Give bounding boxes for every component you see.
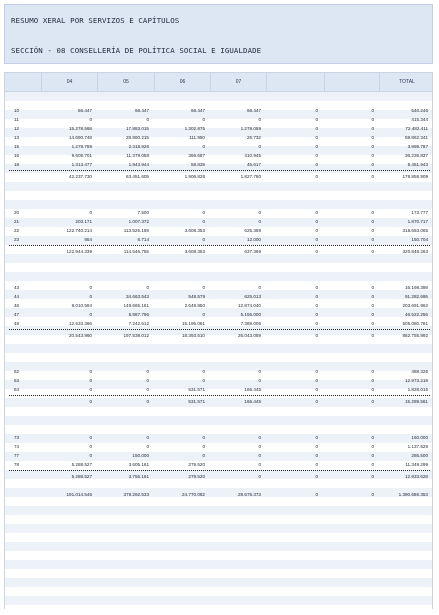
- value-cell: 366.687: [188, 153, 205, 158]
- value-cell: 5.155.000: [240, 312, 261, 317]
- total-cell: 150.704: [411, 237, 428, 242]
- value-cell: 7.389.006: [240, 321, 261, 326]
- column-header: [5, 73, 42, 91]
- value-cell: 548.579: [188, 294, 205, 299]
- value-cell: 531.571: [188, 399, 205, 404]
- value-cell: 26.732: [246, 135, 261, 140]
- value-cell: 0: [315, 249, 318, 254]
- value-cell: 0: [371, 387, 374, 392]
- value-cell: 0: [258, 474, 261, 479]
- value-cell: 0: [315, 333, 318, 338]
- value-cell: 1.827.780: [240, 174, 261, 179]
- value-cell: 0: [371, 378, 374, 383]
- value-cell: 0: [315, 474, 318, 479]
- subtotal-separator: [9, 395, 430, 396]
- total-cell: 1.390.686.353: [398, 492, 428, 497]
- value-cell: 0: [371, 285, 374, 290]
- value-cell: 0: [315, 462, 318, 467]
- row-stripe: [5, 533, 432, 542]
- value-cell: 0: [146, 117, 149, 122]
- value-cell: 0: [371, 333, 374, 338]
- value-cell: 0: [315, 174, 318, 179]
- value-cell: 0: [202, 453, 205, 458]
- value-cell: 0: [371, 210, 374, 215]
- value-cell: 1.279.789: [71, 144, 92, 149]
- value-cell: 0: [315, 453, 318, 458]
- value-cell: 9.608.701: [71, 153, 92, 158]
- value-cell: 15.278.568: [69, 126, 92, 131]
- value-cell: 0: [202, 117, 205, 122]
- chapter-code: 47: [14, 312, 20, 317]
- value-cell: 0: [371, 369, 374, 374]
- chapter-code: 77: [14, 453, 20, 458]
- chapter-code: 11: [14, 117, 19, 122]
- chapter-code: 10: [14, 108, 20, 113]
- report-title: RESUMO XERAL POR SERVIZOS E CAPÍTULOS: [11, 16, 180, 25]
- column-header: 06: [155, 73, 211, 91]
- total-cell: 12.973.219: [405, 378, 428, 383]
- value-cell: 5.288.527: [71, 462, 92, 467]
- value-cell: 8.010.594: [71, 303, 92, 308]
- value-cell: 0: [202, 210, 205, 215]
- value-cell: 7.242.512: [128, 321, 149, 326]
- chapter-code: 21: [14, 219, 20, 224]
- row-stripe: [5, 596, 432, 605]
- chapter-code: 13: [14, 135, 20, 140]
- row-stripe: [5, 272, 432, 281]
- value-cell: 625.369: [244, 228, 261, 233]
- chapter-code: 73: [14, 435, 20, 440]
- value-cell: 0: [89, 399, 92, 404]
- table-row: [5, 160, 432, 169]
- value-cell: 18.393.510: [182, 333, 205, 338]
- value-cell: 3.608.353: [184, 228, 205, 233]
- value-cell: 0: [371, 312, 374, 317]
- subtotal-separator: [9, 245, 430, 246]
- subtotal-row: [5, 490, 432, 499]
- total-cell: 178.858.909: [402, 174, 428, 179]
- value-cell: 0: [371, 435, 374, 440]
- value-cell: 150.000: [132, 453, 149, 458]
- column-header: 07: [211, 73, 267, 91]
- section-title: SECCIÓN - 08 CONSELLERÍA DE POLÍTICA SOCIAL E IGUALDADE: [11, 46, 262, 55]
- value-cell: 0: [202, 369, 205, 374]
- row-stripe: [5, 263, 432, 272]
- row-stripe: [5, 407, 432, 416]
- value-cell: 166.445: [244, 387, 261, 392]
- value-cell: 0: [202, 285, 205, 290]
- table-row: [5, 451, 432, 460]
- value-cell: 0: [146, 435, 149, 440]
- value-cell: 0: [371, 162, 374, 167]
- value-cell: 0: [89, 369, 92, 374]
- value-cell: 0: [315, 435, 318, 440]
- value-cell: 203.171: [75, 219, 92, 224]
- value-cell: 410.945: [244, 153, 261, 158]
- value-cell: 34.663.543: [126, 294, 149, 299]
- value-cell: 0: [371, 135, 374, 140]
- table-row: [5, 283, 432, 292]
- value-cell: 0: [146, 378, 149, 383]
- value-cell: 0: [315, 312, 318, 317]
- column-header: 04: [42, 73, 98, 91]
- value-cell: 0: [146, 444, 149, 449]
- subtotal-separator: [9, 329, 430, 330]
- value-cell: 0: [89, 435, 92, 440]
- value-cell: 1.278.059: [240, 126, 261, 131]
- total-cell: 505.080.781: [402, 321, 428, 326]
- value-cell: 0: [202, 237, 205, 242]
- total-cell: 862.755.992: [402, 333, 428, 338]
- value-cell: 0: [258, 285, 261, 290]
- total-cell: 286.500: [411, 453, 428, 458]
- value-cell: 0: [315, 108, 318, 113]
- value-cell: 0: [371, 219, 374, 224]
- table-row: [5, 208, 432, 217]
- chapter-code: 63: [14, 378, 20, 383]
- value-cell: 166.445: [244, 399, 261, 404]
- value-cell: 6.714: [137, 237, 149, 242]
- value-cell: 0: [258, 117, 261, 122]
- subtotal-row: [5, 247, 432, 256]
- value-cell: 0: [371, 117, 374, 122]
- value-cell: 148.665.161: [123, 303, 149, 308]
- value-cell: 1.906.828: [184, 174, 205, 179]
- value-cell: 0: [371, 462, 374, 467]
- value-cell: 66.447: [134, 108, 149, 113]
- subtotal-row: [5, 172, 432, 181]
- chapter-code: 78: [14, 462, 20, 467]
- value-cell: 14.690.748: [69, 135, 92, 140]
- chapter-code: 18: [14, 162, 20, 167]
- value-cell: 0: [89, 285, 92, 290]
- row-stripe: [5, 182, 432, 191]
- value-cell: 0: [315, 387, 318, 392]
- value-cell: 0: [89, 444, 92, 449]
- value-cell: 17.883.015: [126, 126, 149, 131]
- total-cell: 3.999.787: [407, 144, 428, 149]
- total-cell: 415.344: [411, 117, 428, 122]
- row-stripe: [5, 92, 432, 101]
- value-cell: 122.740.214: [66, 228, 92, 233]
- value-cell: 0: [315, 444, 318, 449]
- value-cell: 0: [371, 228, 374, 233]
- row-stripe: [5, 569, 432, 578]
- value-cell: 66.447: [190, 108, 205, 113]
- chapter-code: 22: [14, 228, 20, 233]
- value-cell: 0: [146, 399, 149, 404]
- value-cell: 66.447: [246, 108, 261, 113]
- total-cell: 72.482.411: [405, 126, 428, 131]
- value-cell: 1.943.944: [128, 162, 149, 167]
- total-cell: 59.862.341: [405, 135, 428, 140]
- chapter-code: 16: [14, 153, 20, 158]
- value-cell: 0: [315, 378, 318, 383]
- value-cell: 0: [258, 453, 261, 458]
- value-cell: 5.288.527: [71, 474, 92, 479]
- table-row: [5, 235, 432, 244]
- value-cell: 0: [89, 378, 92, 383]
- total-cell: 203.691.962: [402, 303, 428, 308]
- total-cell: 160.000: [411, 435, 428, 440]
- value-cell: 379.292.533: [123, 492, 149, 497]
- total-cell: 5.451.943: [407, 162, 428, 167]
- value-cell: 12.874.040: [238, 303, 261, 308]
- value-cell: 0: [315, 144, 318, 149]
- value-cell: 625.013: [244, 294, 261, 299]
- value-cell: 0: [146, 387, 149, 392]
- value-cell: 0: [202, 312, 205, 317]
- value-cell: 28.860.215: [126, 135, 149, 140]
- table-row: [5, 133, 432, 142]
- value-cell: 2.649.850: [184, 303, 205, 308]
- chapter-code: 15: [14, 144, 20, 149]
- subtotal-row: [5, 397, 432, 406]
- value-cell: 0: [202, 435, 205, 440]
- value-cell: 11.379.058: [126, 153, 149, 158]
- value-cell: 0: [89, 294, 92, 299]
- value-cell: 3.755.161: [128, 474, 149, 479]
- value-cell: 15.195.081: [182, 321, 205, 326]
- value-cell: 0: [315, 294, 318, 299]
- value-cell: 0: [146, 285, 149, 290]
- table-row: [5, 292, 432, 301]
- value-cell: 24.770.082: [182, 492, 205, 497]
- value-cell: 0: [258, 369, 261, 374]
- value-cell: 111.950: [189, 135, 205, 140]
- value-cell: 20.543.960: [69, 333, 92, 338]
- chapter-code: 64: [14, 387, 20, 392]
- row-stripe: [5, 578, 432, 587]
- value-cell: 0: [258, 219, 261, 224]
- value-cell: 1.313.477: [71, 162, 92, 167]
- value-cell: 58.839: [190, 162, 205, 167]
- chapter-code: 12: [14, 126, 20, 131]
- total-cell: 36.236.837: [405, 153, 428, 158]
- value-cell: 0: [371, 474, 374, 479]
- value-cell: 5.967.796: [128, 312, 149, 317]
- value-cell: 42.237.730: [69, 174, 92, 179]
- total-cell: 15.289.561: [405, 399, 428, 404]
- row-stripe: [5, 605, 432, 614]
- value-cell: 114.546.755: [123, 249, 149, 254]
- row-stripe: [5, 542, 432, 551]
- table-header: [5, 73, 432, 92]
- value-cell: 1.302.875: [184, 126, 205, 131]
- value-cell: 0: [258, 462, 261, 467]
- table-row: [5, 151, 432, 160]
- value-cell: 0: [315, 321, 318, 326]
- value-cell: 0: [371, 453, 374, 458]
- total-cell: 540.246: [411, 108, 428, 113]
- value-cell: 954: [84, 237, 92, 242]
- value-cell: 0: [258, 444, 261, 449]
- value-cell: 26.043.059: [238, 333, 261, 338]
- value-cell: 1.007.372: [128, 219, 149, 224]
- value-cell: 0: [315, 369, 318, 374]
- value-cell: 0: [371, 153, 374, 158]
- value-cell: 0: [315, 399, 318, 404]
- value-cell: 0: [146, 369, 149, 374]
- total-cell: 16.198.398: [405, 285, 428, 290]
- row-stripe: [5, 344, 432, 353]
- value-cell: 0: [315, 162, 318, 167]
- value-cell: 279.520: [188, 474, 205, 479]
- value-cell: 0: [371, 399, 374, 404]
- value-cell: 3.605.161: [128, 462, 149, 467]
- value-cell: 0: [371, 237, 374, 242]
- total-cell: 320.848.263: [402, 249, 428, 254]
- value-cell: 0: [371, 174, 374, 179]
- value-cell: 0: [371, 249, 374, 254]
- value-cell: 531.571: [188, 387, 205, 392]
- value-cell: 28.675.373: [238, 492, 261, 497]
- value-cell: 0: [315, 285, 318, 290]
- value-cell: 0: [258, 378, 261, 383]
- value-cell: 0: [371, 303, 374, 308]
- chapter-code: 43: [14, 285, 20, 290]
- subtotal-row: [5, 331, 432, 340]
- value-cell: 45.617: [246, 162, 261, 167]
- value-cell: 0: [258, 144, 261, 149]
- value-cell: 113.525.169: [123, 228, 149, 233]
- table-row: [5, 301, 432, 310]
- row-stripe: [5, 191, 432, 200]
- value-cell: 0: [371, 294, 374, 299]
- table-row: [5, 124, 432, 133]
- table-row: [5, 433, 432, 442]
- row-stripe: [5, 560, 432, 569]
- table-row: [5, 367, 432, 376]
- value-cell: 0: [315, 303, 318, 308]
- value-cell: 0: [315, 117, 318, 122]
- value-cell: 0: [315, 210, 318, 215]
- total-cell: 12.933.628: [405, 474, 428, 479]
- total-cell: 91.282.695: [405, 294, 428, 299]
- chapter-code: 46: [14, 303, 20, 308]
- chapter-code: 74: [14, 444, 20, 449]
- value-cell: 0: [371, 321, 374, 326]
- value-cell: 0: [315, 492, 318, 497]
- row-stripe: [5, 587, 432, 596]
- chapter-code: 62: [14, 369, 20, 374]
- value-cell: 0: [371, 108, 374, 113]
- value-cell: 7.500: [137, 210, 149, 215]
- value-cell: 0: [371, 492, 374, 497]
- column-header: [325, 73, 380, 91]
- value-cell: 0: [315, 126, 318, 131]
- report-header: [4, 4, 433, 64]
- row-stripe: [5, 506, 432, 515]
- row-stripe: [5, 551, 432, 560]
- value-cell: 197.539.012: [123, 333, 149, 338]
- column-header: [267, 73, 325, 91]
- total-cell: 318.653.065: [402, 228, 428, 233]
- value-cell: 122.944.339: [66, 249, 92, 254]
- row-stripe: [5, 524, 432, 533]
- value-cell: 12.000: [246, 237, 261, 242]
- value-cell: 0: [371, 144, 374, 149]
- total-cell: 1.828.016: [407, 387, 428, 392]
- table-row: [5, 310, 432, 319]
- value-cell: 0: [315, 135, 318, 140]
- column-header: TOTAL: [399, 79, 415, 85]
- value-cell: 12.533.366: [69, 321, 92, 326]
- value-cell: 0: [202, 378, 205, 383]
- value-cell: 0: [371, 444, 374, 449]
- value-cell: 2.318.926: [128, 144, 149, 149]
- value-cell: 0: [89, 453, 92, 458]
- value-cell: 0: [371, 126, 374, 131]
- value-cell: 0: [89, 210, 92, 215]
- value-cell: 63.451.605: [126, 174, 149, 179]
- value-cell: 0: [315, 219, 318, 224]
- column-header: 05: [98, 73, 155, 91]
- value-cell: 0: [89, 312, 92, 317]
- value-cell: 0: [315, 153, 318, 158]
- total-cell: 173.777: [411, 210, 428, 215]
- chapter-code: 23: [14, 237, 20, 242]
- value-cell: 0: [202, 444, 205, 449]
- subtotal-separator: [9, 170, 430, 171]
- value-cell: 279.520: [188, 462, 205, 467]
- row-stripe: [5, 515, 432, 524]
- total-cell: 1.137.529: [407, 444, 428, 449]
- total-cell: 46.522.256: [405, 312, 428, 317]
- value-cell: 0: [202, 219, 205, 224]
- value-cell: 0: [202, 144, 205, 149]
- subtotal-separator: [9, 470, 430, 471]
- table-row: [5, 142, 432, 151]
- value-cell: 191.014.546: [66, 492, 92, 497]
- table-row: [5, 442, 432, 451]
- table-row: [5, 106, 432, 115]
- row-stripe: [5, 353, 432, 362]
- value-cell: 637.369: [244, 249, 261, 254]
- value-cell: 0: [89, 117, 92, 122]
- value-cell: 0: [258, 435, 261, 440]
- value-cell: 66.447: [77, 108, 92, 113]
- table-row: [5, 319, 432, 328]
- table-row: [5, 217, 432, 226]
- value-cell: 0: [315, 237, 318, 242]
- subtotal-row: [5, 472, 432, 481]
- summary-table: [4, 72, 433, 609]
- value-cell: 3.608.353: [184, 249, 205, 254]
- chapter-code: 44: [14, 294, 20, 299]
- total-cell: 1.870.717: [407, 219, 428, 224]
- value-cell: 0: [315, 228, 318, 233]
- value-cell: 0: [89, 387, 92, 392]
- row-stripe: [5, 416, 432, 425]
- table-row: [5, 115, 432, 124]
- table-row: [5, 376, 432, 385]
- total-cell: 11.349.299: [405, 462, 428, 467]
- chapter-code: 20: [14, 210, 20, 215]
- table-row: [5, 460, 432, 469]
- table-row: [5, 226, 432, 235]
- table-row: [5, 385, 432, 394]
- chapter-code: 48: [14, 321, 20, 326]
- total-cell: 488.326: [411, 369, 428, 374]
- value-cell: 0: [258, 210, 261, 215]
